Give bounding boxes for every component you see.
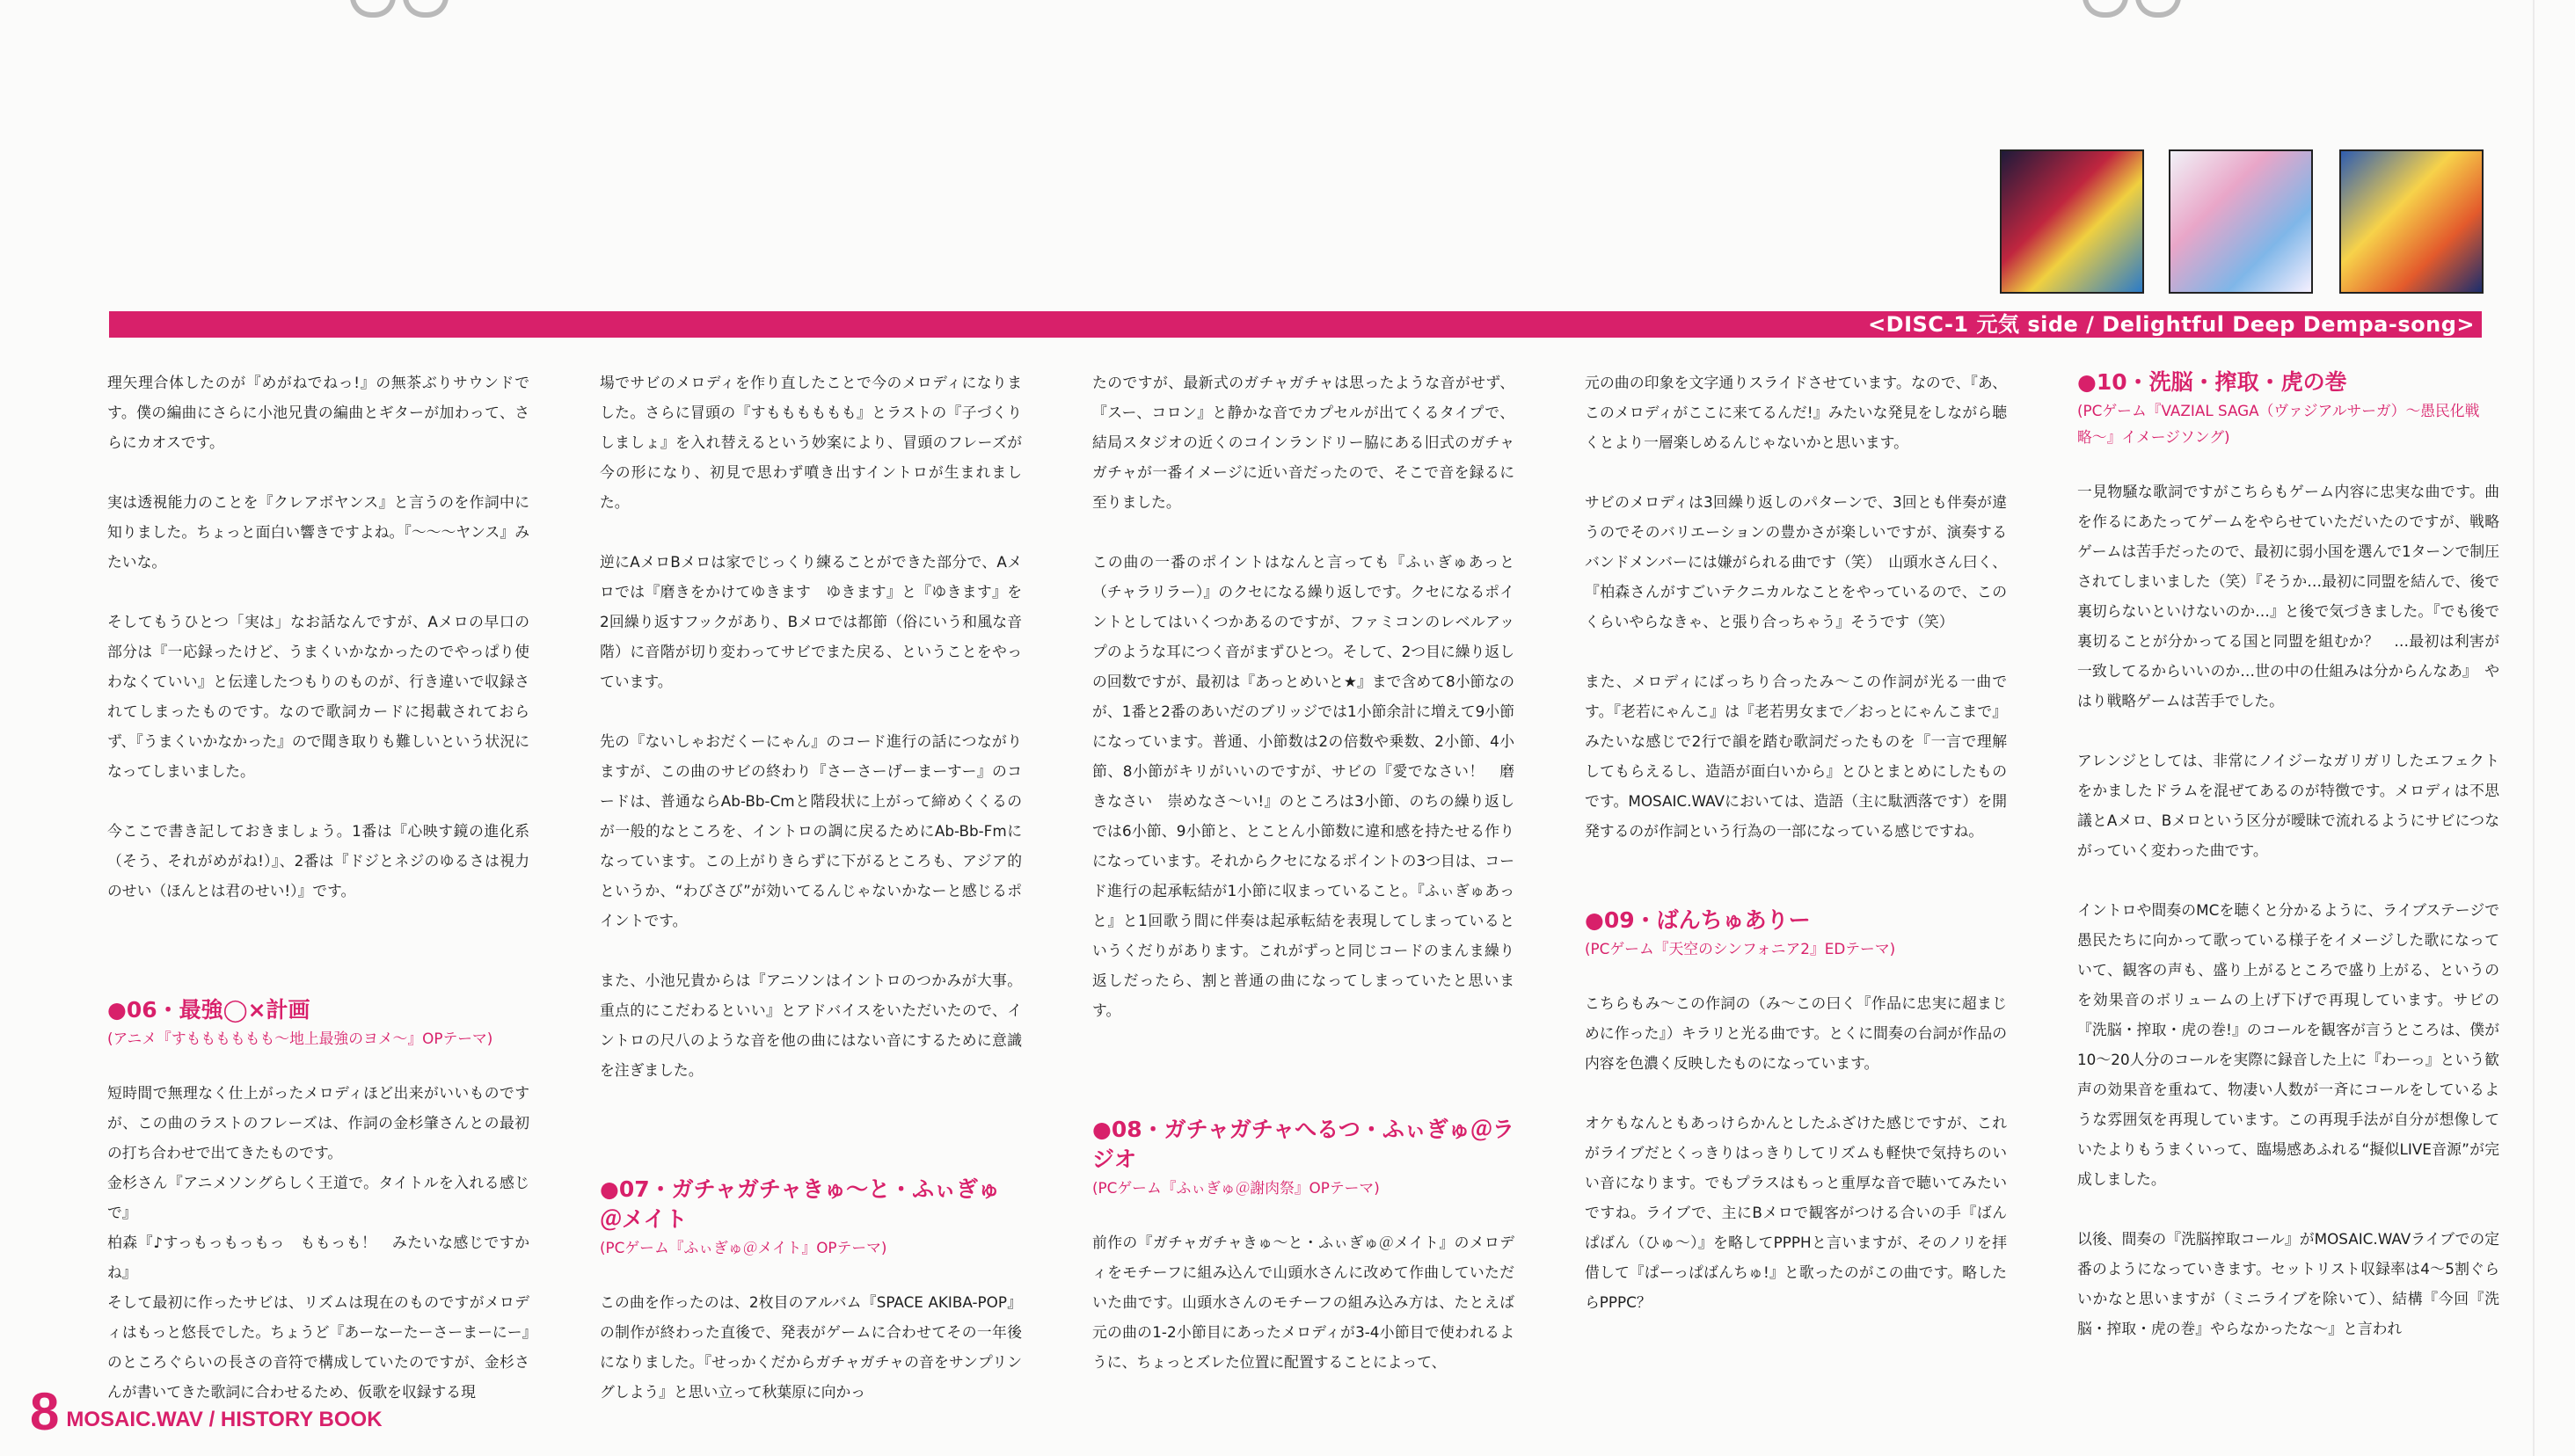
paragraph: こちらもみ〜この作詞の（み〜この曰く『作品に忠実に超まじめに作った』）キラリと光る曲です。とくに間奏の台詞が作品の内容を色濃く反映したものになっています。 bbox=[1585, 994, 2007, 1072]
paragraph: この曲の一番のポイントはなんと言っても『ふぃぎゅあっと（チャラリラー）』のクセになる繰り返しです。クセになるポイントとしてはいくつかあるのですが、ファミコンのレベルアップのような耳につく音がまずひとつ。そして、2つ目に繰り返しの回数ですが、最初は『あっとめいと★』まで含めて8小節なのが、1番と2番のあいだのブリッジでは1小節余計に増えて9小節になっています。普通、小節数は2の倍数や乗数、2小節、4小節、8小節がキリがいいのですが、サビの『愛でなさい！ 磨きなさい 崇めなさ〜い!』のところは3小節、のちの繰り返しでは6小節、9小節と、とことん小節数に違和感を持たせる作りになっています。それからクセになるポイントの3つ目は、コード進行の起承転結が1小節に収まっていること。『ふぃぎゅあっと』と1回歌う間に伴奏は起承転結を表現してしまっているというくだりがあります。これがずっと同じコードのまんま繰り返しだったら、割と普通の曲になってしまっていたと思います。 bbox=[1092, 553, 1514, 1019]
page-number: 8 bbox=[30, 1382, 60, 1441]
paragraph: そして最初に作ったサビは、リズムは現在のものですがメロディはもっと悠長でした。ちょうど『あーなーたーさーまーにー』のところぐらいの長さの音符で構成していたのですが、金杉さんが書いてきた歌詞に合わせるため、仮歌を収録する現 bbox=[107, 1293, 529, 1401]
album-cover-3 bbox=[2339, 149, 2484, 294]
paragraph: 前作の『ガチャガチャきゅ〜と・ふぃぎゅ＠メイト』のメロディをモチーフに組み込んで山頭水さんに改めて作曲していただいた曲です。山頭水さんのモチーフの組み込み方は、たとえば元の曲の1-2小節目にあったメロディが3-4小節目で使われるように、ちょっとズレた位置に配置することによって、 bbox=[1092, 1234, 1514, 1371]
binder-clip-left-2 bbox=[403, 0, 449, 18]
text-column-5 bbox=[2077, 368, 2499, 1361]
paragraph: 柏森『♪すっもっもっもっ ももっも！ みたいな感じですかね』 bbox=[107, 1234, 529, 1281]
text-column-2 bbox=[600, 368, 1022, 1401]
paragraph: 短時間で無理なく仕上がったメロディほど出来がいいものですが、この曲のラストのフレーズは、作詞の金杉肇さんとの最初の打ち合わせで出てきたものです。 bbox=[107, 1084, 529, 1161]
song-heading: ●07・ガチャガチャきゅ〜と・ふぃぎゅ＠メイト bbox=[600, 1176, 1001, 1232]
paragraph: 実は透視能力のことを『クレアボヤンス』と言うのを作詞中に知りました。ちょっと面白い響きですよね。『〜〜〜ヤンス』みたいな。 bbox=[107, 493, 529, 571]
paragraph: また、小池兄貴からは『アニソンはイントロのつかみが大事。重点的にこだわるといい』とアドバイスをいただいたので、イントロの尺八のような音を他の曲にはない音にするために意識を注ぎました。 bbox=[600, 972, 1022, 1079]
paragraph: 元の曲の印象を文字通りスライドさせています。なので、『あ、このメロディがここに来てるんだ!』みたいな発見をしながら聴くとより一層楽しめるんじゃないかと思います。 bbox=[1585, 374, 2007, 451]
paragraph: 逆にAメロBメロは家でじっくり練ることができた部分で、Aメロでは『磨きをかけてゆきます ゆきます』と『ゆきます』を2回繰り返すフックがあり、Bメロでは都節（俗にいう和風な音階）に音階が切り変わってサビでまた戻る、ということをやっています。 bbox=[600, 553, 1022, 690]
spacer bbox=[107, 935, 529, 995]
album-cover-2 bbox=[2169, 149, 2313, 294]
album-cover-1 bbox=[2000, 149, 2144, 294]
paragraph: イントロや間奏のMCを聴くと分かるように、ライブステージで愚民たちに向かって歌っている様子をイメージした歌になっていて、観客の声も、盛り上がるところで盛り上がる、というのを効果音のボリュームの上げ下げで再現しています。サビの『洗脳・搾取・虎の巻!』のコールを観客が言うところは、僕が10〜20人分のコールを実際に録音した上に『わーっ』という歓声の効果音を重ねて、物凄い人数が一斉にコールをしているような雰囲気を再現しています。この再現手法が自分が想像していたよりもうまくいって、臨場感あふれる“擬似LIVE音源”が完成しました。 bbox=[2077, 901, 2499, 1188]
binder-clip-left bbox=[350, 0, 396, 18]
text-column-4 bbox=[1585, 368, 2007, 1361]
song-subtitle: (PCゲーム『ふぃぎゅ＠メイト』OPテーマ) bbox=[600, 1239, 887, 1256]
page-footer bbox=[30, 1382, 383, 1441]
paragraph: 以後、間奏の『洗脳搾取コール』がMOSAIC.WAVライブでの定番のようになっていきます。セットリスト収録率は4〜5割ぐらいかなと思いますが（ミニライブを除いて）、結構『今回『洗脳・搾取・虎の巻』やらなかったな〜』と言われ bbox=[2077, 1230, 2499, 1337]
spacer bbox=[1585, 876, 2007, 906]
spacer bbox=[1092, 1055, 1514, 1115]
spacer bbox=[600, 1115, 1022, 1175]
disc-header-band: <DISC-1 元気 side / Delightful Deep Dempa-song> bbox=[109, 311, 2482, 338]
page-fold-line bbox=[2533, 0, 2535, 1456]
text-column-1 bbox=[107, 368, 529, 1401]
song-subtitle: (アニメ『すもももももも〜地上最強のヨメ〜』OPテーマ) bbox=[107, 1030, 493, 1047]
binder-clip-right-2 bbox=[2135, 0, 2181, 18]
paragraph: 場でサビのメロディを作り直したことで今のメロディになりました。さらに冒頭の『すもももももも』とラストの『子づくりしましょ』を入れ替えるという妙案により、冒頭のフレーズが今の形になり、初見で思わず噴き出すイントロが生まれました。 bbox=[600, 374, 1022, 511]
paragraph: 理矢理合体したのが『めがねでねっ!』の無茶ぶりサウンドです。僕の編曲にさらに小池兄貴の編曲とギターが加わって、さらにカオスです。 bbox=[107, 374, 529, 451]
book-title: MOSAIC.WAV / HISTORY BOOK bbox=[66, 1408, 383, 1431]
paragraph: 先の『ないしゃおだくーにゃん』のコード進行の話につながりますが、この曲のサビの終わり『さーさーげーまーすー』のコードは、普通ならAb-Bb-Cmと階段状に上がって締めくくるのが一般的なところを、イントロの調に戻るためにAb-Bb-Fmになっています。この上がりきらずに下がるところも、アジア的というか、“わびさび”が効いてるんじゃないかなーと感じるポイントです。 bbox=[600, 732, 1022, 929]
paragraph: たのですが、最新式のガチャガチャは思ったような音がせず、『スー、コロン』と静かな音でカプセルが出てくるタイプで、結局スタジオの近くのコインランドリー脇にある旧式のガチャガチャが一番イメージに近い音だったので、そこで音を録るに至りました。 bbox=[1092, 374, 1514, 511]
song-heading: ●09・ばんちゅありー bbox=[1585, 907, 1811, 933]
song-subtitle: (PCゲーム『天空のシンフォニア2』EDテーマ) bbox=[1585, 940, 1896, 957]
song-heading: ●08・ガチャガチャへるつ・ふぃぎゅ＠ラジオ bbox=[1092, 1117, 1514, 1172]
paragraph: 金杉さん『アニメソングらしく王道で。タイトルを入れる感じで』 bbox=[107, 1174, 529, 1221]
paragraph: サビのメロディは3回繰り返しのパターンで、3回とも伴奏が違うのでそのバリエーションの豊かさが楽しいですが、演奏するバンドメンバーには嫌がられる曲です（笑） 山頭水さん曰く、『柏森さんがすごいテクニカルなことをやっているので、このくらいやらなきゃ、と張り合っちゃう』そうです（笑） bbox=[1585, 493, 2007, 630]
song-subtitle: (PCゲーム『ふぃぎゅ＠謝肉祭』OPテーマ) bbox=[1092, 1179, 1380, 1197]
text-column-3 bbox=[1092, 368, 1514, 1371]
song-heading: ●10・洗脳・搾取・虎の巻 bbox=[2077, 369, 2347, 395]
paragraph: この曲を作ったのは、2枚目のアルバム『SPACE AKIBA-POP』の制作が終わった直後で、発表がゲームに合わせてその一年後になりました。『せっかくだからガチャガチャの音をサンプリングしよう』と思い立って秋葉原に向かっ bbox=[600, 1293, 1022, 1401]
paragraph: オケもなんともあっけらかんとしたふざけた感じですが、これがライブだとくっきりはっきりしてリズムも軽快で気持ちのいい音になります。でもプラスはもっと重厚な音で聴いてみたいですね。ライブで、主にBメロで観客がつける合いの手『ばんぱばん（ひゅ〜）』を略してPPPHと言いますが、そのノリを拝借して『ぱーっぱばんちゅ!』と歌ったのがこの曲です。略したらPPPC？ bbox=[1585, 1114, 2007, 1311]
paragraph: 一見物騒な歌詞ですがこちらもゲーム内容に忠実な曲です。曲を作るにあたってゲームをやらせていただいたのですが、戦略ゲームは苦手だったので、最初に弱小国を選んで1ターンで制圧されてしまいました（笑）『そうか…最初に同盟を結んで、後で裏切らないといけないのか…』と後で気づきました。『でも後で裏切ることが分かってる国と同盟を組むか？ …最初は利害が一致してるからいいのか…世の中の仕組みは分からんなあ』 やはり戦略ゲームは苦手でした。 bbox=[2077, 483, 2499, 710]
song-heading: ●06・最強◯×計画 bbox=[107, 997, 310, 1023]
spacer bbox=[1585, 637, 2007, 666]
paragraph: 今ここで書き記しておきましょう。1番は『心映す鏡の進化系（そう、それがめがね!）』、2番は『ドジとネジのゆるさは視力のせい（ほんとは君のせい!）』です。 bbox=[107, 822, 529, 899]
paragraph: そしてもうひとつ「実は」なお話なんですが、Aメロの早口の部分は『一応録ったけど、うまくいかなかったのでやっぱり使わなくていい』と伝達したつもりのものが、行き違いで収録されてしまったものです。なので歌詞カードに掲載されておらず、『うまくいかなかった』ので聞き取りも難しいという状況になってしまいました。 bbox=[107, 613, 529, 780]
paragraph: アレンジとしては、非常にノイジーなガリガリしたエフェクトをかましたドラムを混ぜてあるのが特徴です。メロディは不思議とAメロ、Bメロという区分が曖昧で流れるようにサビにつながっていく変わった曲です。 bbox=[2077, 752, 2499, 859]
binder-clip-right bbox=[2083, 0, 2128, 18]
song-subtitle: (PCゲーム『VAZIAL SAGA（ヴァジアルサーガ）〜愚民化戦略〜』イメージソング) bbox=[2077, 402, 2480, 446]
paragraph: また、メロディにばっちり合ったみ〜この作詞が光る一曲です。『老若にゃんこ』は『老若男女まで／おっとにゃんこまで』みたいな感じで2行で韻を踏む歌詞だったものを『一言で理解してもらえるし、造語が面白いから』とひとまとめにしたものです。MOSAIC.WAVにおいては、造語（主に駄洒落です）を開発するのが作詞という行為の一部になっている感じですね。 bbox=[1585, 673, 2007, 840]
